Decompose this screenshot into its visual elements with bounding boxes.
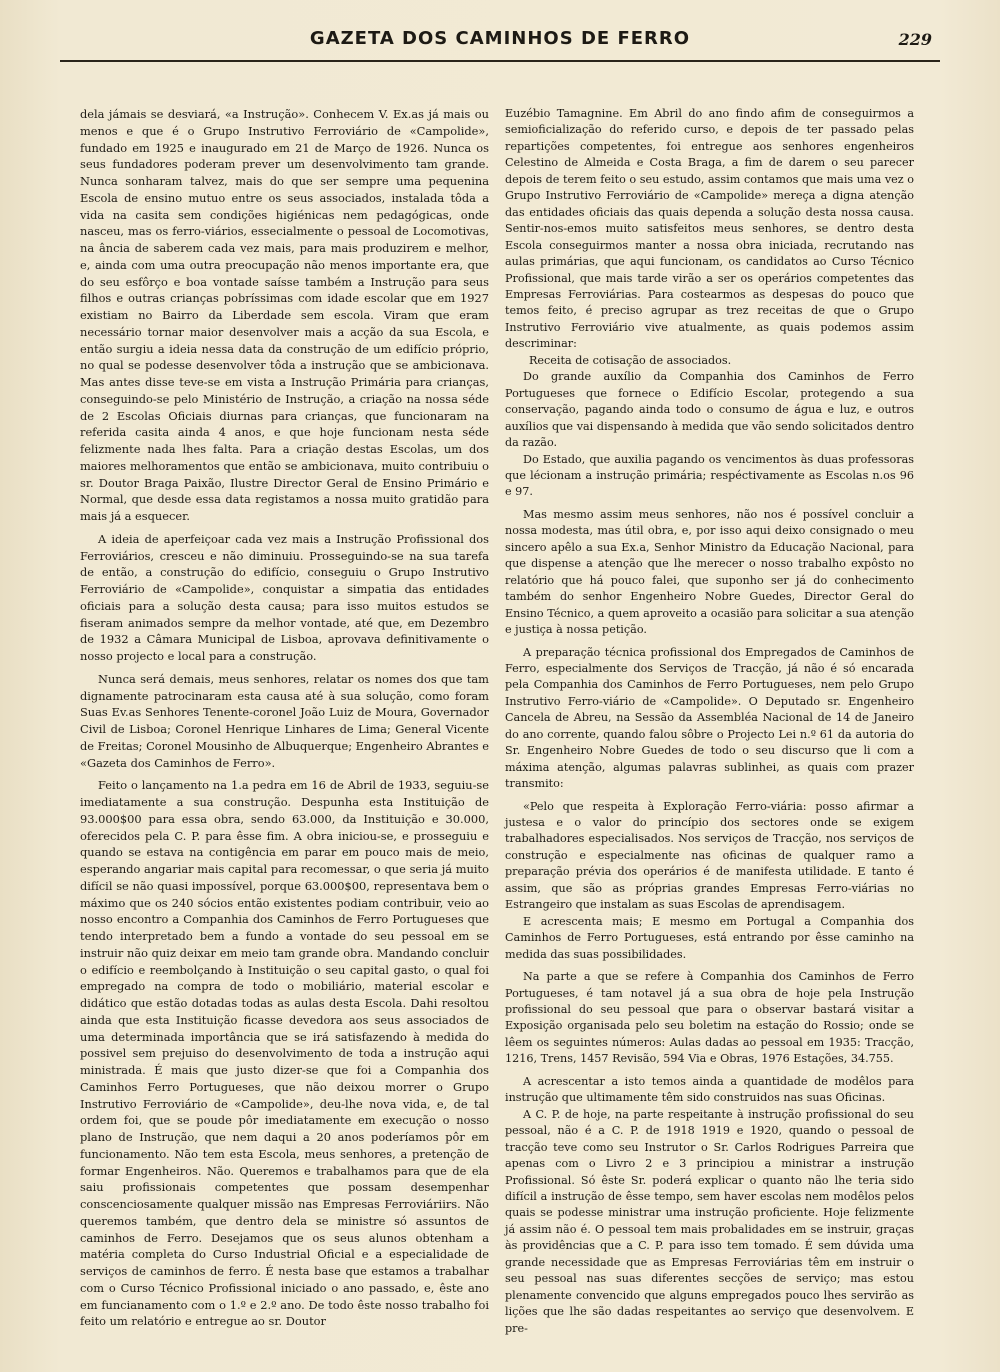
paragraph: Na parte a que se refere à Companhia dos Caminhos de Ferro Portugueses, é tam notavel já a sua obra de hoje pela Instrução profissional do seu pessoal que para o observar bastará visitar a Exposição organisada pelo seu boletim na estação do Rossio; onde se lêem os seguintes números: Aulas dadas ao pessoal em 1935: Tracção, 1216, Trens, 1457 Revisão, 594 Via e Obras, 1976 Estações, 34.755.	[505, 970, 914, 1066]
page-header	[60, 26, 940, 62]
right-column	[505, 106, 914, 1337]
paragraph: Do Estado, que auxilia pagando os vencimentos às duas professoras que lécionam a instrução primária; respéctivamente as Escolas n.os 96 e 97.	[505, 452, 914, 499]
paragraph: A C. P. de hoje, na parte respeitante à instrução profissional do seu pessoal, não é a C. P. de 1918 1919 e 1920, quando o pessoal de tracção teve como seu Instrutor o Sr. Carlos Rodrigues Parreira que apenas com o Livro 2 e 3 principiou a ministrar a instrução Profissional. Só êste Sr. poderá explicar o quanto não lhe teria sido difícil a instrução de êsse tempo, sem haver escolas nem modêlos pelos quais se podesse ministrar uma instrução proficiente. Hoje felizmente já assim não é. O pessoal tem mais probalidades em se instruir, graças às providências que a C. P. para isso tem tomado. É sem dúvida uma grande necessidade que as Empresas Ferroviárias têm em instruir o seu pessoal nas suas diferentes secções de serviço; mas estou plenamente convencido que alguns empregados pouco lhes servirão as lições que lhe são dadas respeitantes ao serviço que desenvolvem. E pre-	[505, 1107, 914, 1335]
paragraph: Mas mesmo assim meus senhores, não nos é possível concluir a nossa modesta, mas útil obra, e, por isso aqui deixo consignado o meu sincero apêlo a sua Ex.a, Senhor Ministro da Educação Nacional, para que dispense a atenção que lhe merecer o nosso trabalho expôsto no relatório que há pouco falei, que suponho ser já do conhecimento também do senhor Engenheiro Nobre Guedes, Director Geral do Ensino Técnico, a quem aproveito a ocasião para solicitar a sua atenção e justiça à nossa petição.	[505, 507, 914, 637]
paragraph: A acrescentar a isto temos ainda a quantidade de modêlos para instrução que ultimamente têm sido construidos nas suas Oficinas.	[505, 1074, 914, 1105]
paragraph: A ideia de aperfeiçoar cada vez mais a Instrução Profissional dos Ferroviários, cresceu e não diminuiu. Prosseguindo-se na sua tarefa de então, a construção do edifício, conseguiu o Grupo Instrutivo Ferroviário de «Campolide», conquistar a simpatia das entidades oficiais para a solução desta causa; para isso muitos estudos se fiseram animados sempre da melhor vontade, até que, em Dezembro de 1932 a Câmara Municipal de Lisboa, aprovava definitivamente o nosso projecto e local para a construção.	[80, 531, 489, 663]
left-column	[80, 106, 489, 1330]
paragraph: Feito o lançamento na 1.a pedra em 16 de Abril de 1933, seguiu-se imediatamente a sua construção. Despunha esta Instituição de 93.000$00 para essa obra, sendo 63.000, da Instituição e 30.000, oferecidos pela C. P. para êsse fim. A obra iniciou-se, e prosseguiu e quando se estava na contigência em parar em pouco mais de meio, esperando angariar mais capital para recomessar, o que seria já muito difícil se não quasi impossível, porque 63.000$00, representava bem o máximo que os 240 sócios então existentes podiam contribuir, veio ao nosso encontro a Companhia dos Caminhos de Ferro Portugueses que tendo interpretado bem a fundo a vontade do seu pessoal em se instruir não quiz deixar em meio tam grande obra. Mandando concluir o edifício e reembolçando à Instituição o seu capital gasto, o qual foi empregado na compra de todo o mobiliário, material escolar e didático que estão dotadas todas as aulas desta Escola. Dahi resoltou ainda que esta Instituição ficasse devedora aos seus associados de uma determinada importância que se irá satisfazendo à medida do possivel sem prejuiso do desenvolvimento de toda a instrução aqui ministrada. É mais que justo dizer-se que foi a Companhia dos Caminhos Ferro Portugueses, que não deixou morrer o Grupo Instrutivo Ferroviário de «Campolide», deu-lhe nova vida, e, de tal ordem foi, que se poude pôr imediatamente em execução o nosso plano de Instrução, que nem daqui a 20 anos poderíamos pôr em funcionamento. Não tem esta Escola, meus senhores, a pretenção de formar Engenheiros. Não. Queremos e trabalhamos para que de ela saiu profissionais competentes que possam desempenhar conscenciosamente qualquer missão nas Empresas Ferroviáriirs. Não queremos também, que dentro dela se ministre só assuntos de caminhos de Ferro. Desejamos que os seus alunos obtenham a matéria completa do Curso Industrial Oficial e a especialidade de serviços de caminhos de ferro. É nesta base que estamos a trabalhar com o Curso Técnico Profissional iniciado o ano passado, e, êste ano em funcianamento com o 1.º e 2.º ano. De todo êste nosso trabalho foi feito um relatório e entregue ao sr. Doutor	[80, 778, 489, 1329]
paragraph: dela jámais se desviará, «a Instrução». Conhecem V. Ex.as já mais ou menos e que é o Grupo Instrutivo Ferroviário de «Campolide», fundado em 1925 e inaugurado em 21 de Março de 1926. Nunca os seus fundadores poderam prever um desenvolvimento tam grande. Nunca sonharam talvez, mais do que ser sempre uma pequenina Escola de ensino mutuo entre os seus associados, instalada tôda a vida na casita sem condições higiénicas nem pedagógicas, onde nasceu, mas os ferro-viários, essecialmente o pessoal de Locomotivas, na ância de saberem cada vez mais, para mais produzirem e melhor, e, ainda com uma outra preocupação não menos importante era, que do seu esfôrço e boa vontade saísse também a Instrução para seus filhos e outras crianças pobríssimas com idade escolar que em 1927 existiam no Bairro da Liberdade sem escola. Viram que eram necessário tornar maior desenvolver mais a acção da sua Escola, e então surgiu a ideia nessa data da construção de um edifício próprio, no qual se podesse desenvolver tôda a instrução que se ambicionava. Mas antes disse teve-se em vista a Instrução Primária para crianças, conseguindo-se pelo Ministério de Instrução, a criação na nossa séde de 2 Escolas Oficiais diurnas para crianças, que funcionaram na referida casita ainda 4 anos, e que hoje funcionam nesta séde felizmente nada lhes falta. Para a criação destas Escolas, um dos maiores melhoramentos que então se ambicionava, muito contribuiu o sr. Doutor Braga Paixão, Ilustre Director Geral de Ensino Primário e Normal, que desde essa data registamos a nossa muito gratidão para mais já a esquecer.	[80, 107, 489, 523]
paragraph: Nunca será demais, meus senhores, relatar os nomes dos que tam dignamente patrocinaram esta causa até à sua solução, como foram Suas Ev.as Senhores Tenente-coronel João Luiz de Moura, Governador Civil de Lisboa; Coronel Henrique Linhares de Lima; General Vicente de Freitas; Coronel Mousinho de Albuquerque; Engenheiro Abrantes e «Gazeta dos Caminhos de Ferro».	[80, 671, 489, 770]
page-number: 229	[898, 30, 932, 49]
paragraph: Euzébio Tamagnine. Em Abril do ano findo afim de conseguirmos a semioficialização do referido curso, e depois de ter passado pelas repartições competentes, foi entregue aos senhores engenheiros Celestino de Almeida e Costa Braga, a fim de darem o seu parecer depois de terem feito o seu estudo, assim contamos que mais uma vez o Grupo Instrutivo Ferroviário de «Campolide» mereça a digna atenção das entidades oficiais das quais dependa a solução desta nossa causa. Sentir-nos-emos muito satisfeitos meus senhores, se dentro desta Escola conseguirmos manter a nossa obra iniciada, recrutando nas aulas primárias, que aqui funcionam, os candidatos ao Curso Técnico Profissional, que mais tarde virão a ser os operários competentes das Empresas Ferroviárias. Para costearmos as despesas do pouco que temos feito, é preciso agrupar as trez receitas de que o Grupo Instrutivo Ferroviário vive atualmente, as quais podemos assim descriminar:	[505, 107, 914, 351]
paragraph: Receita de cotisação de associados.	[529, 353, 732, 367]
masthead-title: GAZETA DOS CAMINHOS DE FERRO	[309, 28, 691, 49]
paragraph: A preparação técnica profissional dos Empregados de Caminhos de Ferro, especialmente dos Serviços de Tracção, já não é só encarada pela Companhia dos Caminhos de Ferro Portugueses, nem pelo Grupo Instrutivo Ferro-viário de «Campolide». O Deputado sr. Engenheiro Cancela de Abreu, na Sessão da Assembléa Nacional de 14 de Janeiro do ano corrente, quando falou sôbre o Projecto Lei n.º 61 da autoria do Sr. Engenheiro Nobre Guedes de todo o seu discurso que li com a máxima atenção, algumas palavras sublinhei, as quais com prazer transmito:	[505, 645, 914, 791]
paragraph: Do grande auxílio da Companhia dos Caminhos de Ferro Portugueses que fornece o Edifício Escolar, protegendo a sua conservação, pagando ainda todo o consumo de água e luz, e outros auxílios que vai dispensando à medida que vão sendo solicitados dentro da razão.	[505, 370, 914, 450]
paragraph: E acrescenta mais; E mesmo em Portugal a Companhia dos Caminhos de Ferro Portugueses, está entrando por êsse caminho na medida das suas possibilidades.	[505, 914, 914, 961]
quotation-paragraph: «Pelo que respeita à Exploração Ferro-viária: posso afirmar a justesa e o valor do princípio dos sectores onde se exigem trabalhadores especialisados. Nos serviços de Tracção, nos serviços de construção e especialmente nas oficinas de qualquer ramo a preparação prévia dos operários é de manifesta utilidade. E tanto é assim, que são as próprias grandes Empresas Ferro-viárias no Estrangeiro que instalam as suas Escolas de aprendisagem.	[505, 799, 914, 912]
